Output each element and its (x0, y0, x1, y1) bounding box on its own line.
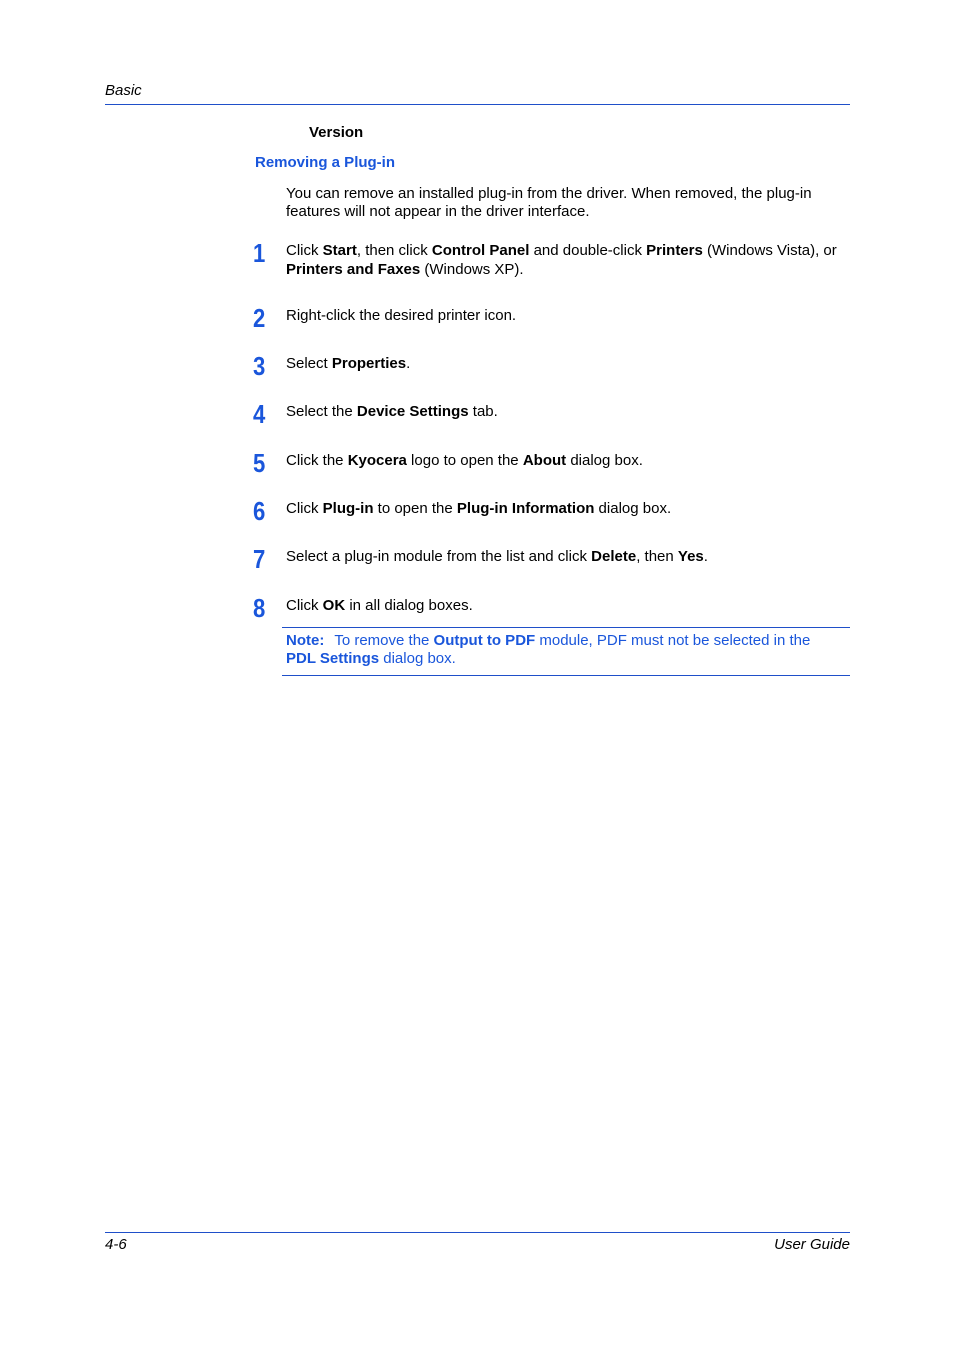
version-label: Version (309, 124, 364, 141)
bold-term: Printers and Faxes (286, 261, 421, 278)
bold-term: Properties (331, 355, 407, 372)
text-run: in all dialog boxes. (345, 597, 473, 614)
bold-term: OK (322, 597, 346, 614)
page-number: 4-6 (105, 1236, 127, 1253)
note-bottom-rule (282, 675, 850, 676)
section-title: Removing a Plug-in (255, 154, 396, 171)
step-text (286, 402, 846, 421)
bold-term: Printers (646, 242, 703, 259)
text-run: . (703, 548, 708, 565)
text-run: , then (636, 548, 678, 565)
bold-term: PDL Settings (286, 650, 380, 667)
step-number: 7 (253, 544, 266, 574)
text-run: to open the (373, 500, 457, 517)
text-run: tab. (468, 403, 498, 420)
note-box (286, 632, 841, 668)
step-text (286, 596, 846, 615)
step-text (286, 241, 846, 279)
bold-term: Plug-in Information (456, 500, 595, 517)
text-run: dialog box. (379, 650, 456, 667)
note-top-rule (282, 627, 850, 628)
text-run: (Windows Vista), or (702, 242, 837, 259)
bold-term: Output to PDF (433, 632, 536, 649)
bold-term: Device Settings (356, 403, 469, 420)
text-run: Select the (286, 403, 357, 420)
footer-title: User Guide (774, 1236, 850, 1253)
text-run: dialog box. (594, 500, 672, 517)
text-run: . (406, 355, 411, 372)
step-number: 3 (253, 351, 266, 381)
step-number: 4 (253, 399, 266, 429)
text-run: (Windows XP). (420, 261, 524, 278)
text-run: Click (286, 597, 323, 614)
step-number: 6 (253, 496, 266, 526)
text-run: logo to open the (406, 452, 523, 469)
step-text (286, 499, 846, 518)
text-run: Right-click the desired printer icon. (286, 307, 517, 324)
bold-term: Yes (677, 548, 704, 565)
text-run: , then click (356, 242, 432, 259)
footer-rule (105, 1232, 850, 1233)
step-text (286, 451, 846, 470)
running-header: Basic (105, 82, 142, 99)
text-run: module, PDF must not be selected in the (535, 632, 811, 649)
step-text (286, 547, 846, 566)
text-run: Click (286, 500, 323, 517)
bold-term: Delete (591, 548, 637, 565)
text-run: dialog box. (566, 452, 643, 469)
step-text (286, 306, 846, 325)
text-run: To remove the (334, 632, 434, 649)
bold-term: About (522, 452, 567, 469)
bold-term: Kyocera (347, 452, 407, 469)
header-rule (105, 104, 850, 105)
intro-paragraph: You can remove an installed plug-in from the driver. When removed, the plug-in features will not appear in the driver interface. (286, 185, 812, 220)
note-text (286, 632, 810, 667)
text-run: and double-click (529, 242, 647, 259)
note-label: Note: (286, 632, 325, 649)
step-number: 1 (253, 238, 266, 268)
bold-term: Plug-in (322, 500, 374, 517)
bold-term: Control Panel (431, 242, 530, 259)
text-run: Select (286, 355, 332, 372)
text-run: Click (286, 242, 323, 259)
step-text (286, 354, 846, 373)
text-run: Click the (286, 452, 348, 469)
bold-term: Start (322, 242, 357, 259)
step-number: 2 (253, 303, 266, 333)
step-number: 5 (253, 448, 266, 478)
text-run: Select a plug-in module from the list and click (286, 548, 592, 565)
step-number: 8 (253, 593, 266, 623)
